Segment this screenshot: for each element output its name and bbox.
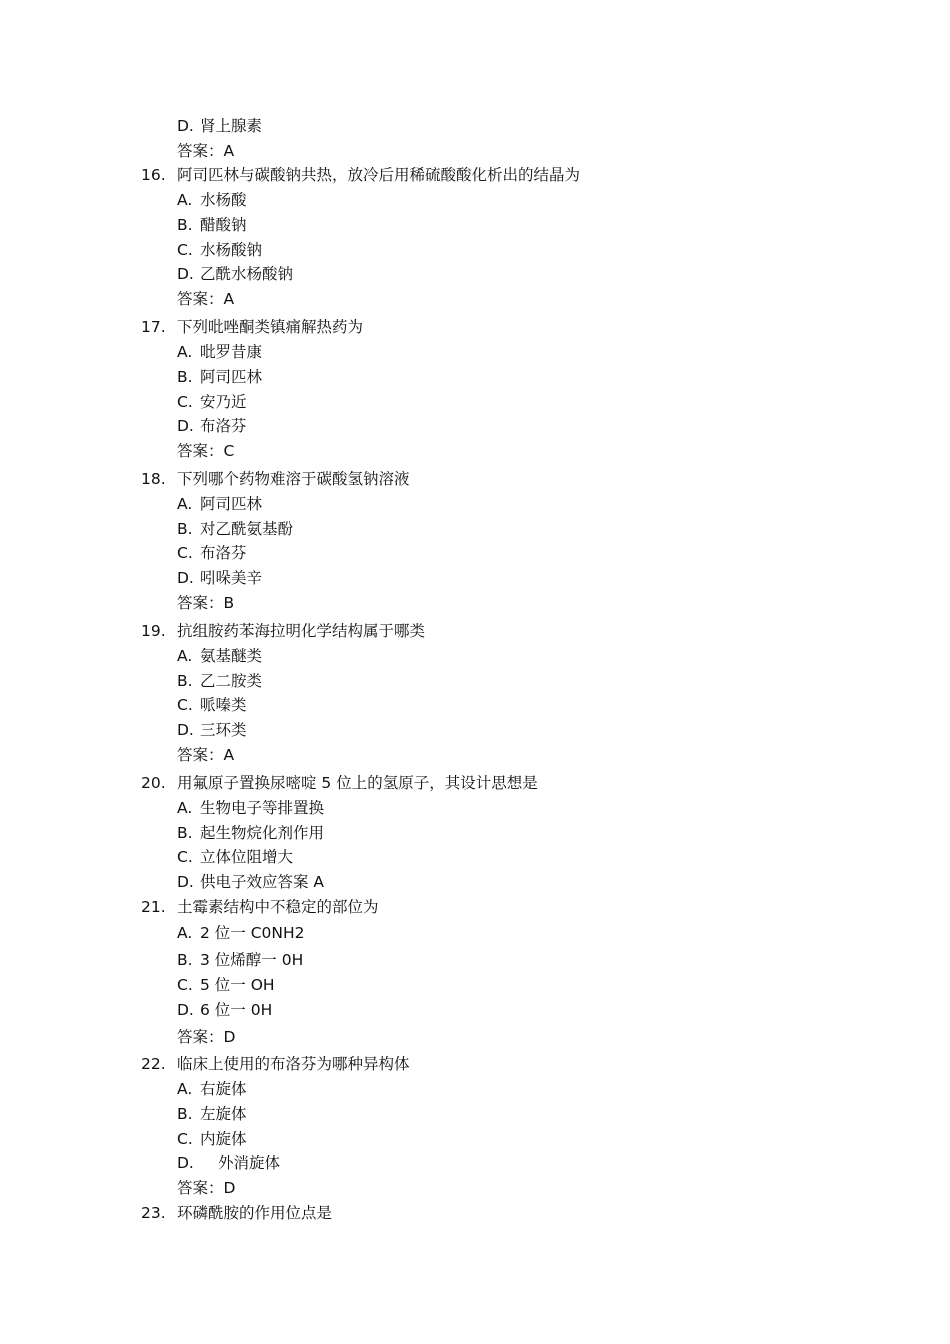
option-text: 布洛芬: [200, 417, 247, 435]
option-text: 三环类: [200, 721, 247, 739]
question-number: 23.: [141, 1204, 166, 1222]
option-text: 供电子效应答案 A: [200, 873, 325, 891]
option-label: A.: [177, 495, 193, 513]
option-text: 吡罗昔康: [200, 343, 263, 361]
option-label: C.: [177, 976, 193, 994]
option-label: A.: [177, 343, 193, 361]
option-label: C.: [177, 393, 193, 411]
option-label: D.: [177, 265, 194, 283]
option-text: 水杨酸钠: [200, 241, 263, 259]
question-text: 阿司匹林与碳酸钠共热，放冷后用稀硫酸酸化析出的结晶为: [177, 166, 581, 184]
question-text: 用氟原子置换尿嘧啶 5 位上的氢原子，其设计思想是: [177, 774, 538, 792]
option-label: D.: [177, 1001, 194, 1019]
option-label: C.: [177, 241, 193, 259]
answer-text: 答案：A: [177, 142, 235, 160]
option-label: D.: [177, 417, 194, 435]
option-text: 醋酸钠: [200, 216, 247, 234]
option-label: B.: [177, 672, 193, 690]
option-text: 肾上腺素: [200, 117, 263, 135]
option-text: 6 位一 0H: [200, 1001, 273, 1019]
option-text: 左旋体: [200, 1105, 247, 1123]
option-text: 氨基醚类: [200, 647, 263, 665]
option-label: B.: [177, 520, 193, 538]
option-label: A.: [177, 799, 193, 817]
option-text: 哌嗪类: [200, 696, 247, 714]
option-label: D.: [177, 1154, 194, 1172]
option-text: 乙二胺类: [200, 672, 263, 690]
option-text: 阿司匹林: [200, 368, 263, 386]
option-label: A.: [177, 924, 193, 942]
option-label: D.: [177, 569, 194, 587]
option-label: A.: [177, 191, 193, 209]
option-text: 吲哚美辛: [200, 569, 263, 587]
option-label: D.: [177, 721, 194, 739]
question-number: 20.: [141, 774, 166, 792]
answer-text: 答案：B: [177, 594, 235, 612]
option-text: 乙酰水杨酸钠: [200, 265, 294, 283]
option-label: C.: [177, 696, 193, 714]
option-text: 布洛芬: [200, 544, 247, 562]
option-label: B.: [177, 824, 193, 842]
option-label: B.: [177, 368, 193, 386]
option-text: 阿司匹林: [200, 495, 263, 513]
question-number: 18.: [141, 470, 166, 488]
option-label: D.: [177, 873, 194, 891]
question-number: 17.: [141, 318, 166, 336]
question-number: 16.: [141, 166, 166, 184]
question-number: 22.: [141, 1055, 166, 1073]
option-text: 右旋体: [200, 1080, 247, 1098]
option-text: 生物电子等排置换: [200, 799, 325, 817]
answer-text: 答案：D: [177, 1028, 236, 1046]
question-text: 下列哪个药物难溶于碳酸氢钠溶液: [177, 470, 410, 488]
option-text: 3 位烯醇一 0H: [200, 951, 304, 969]
option-text: 安乃近: [200, 393, 247, 411]
option-text: 内旋体: [200, 1130, 247, 1148]
option-label: B.: [177, 216, 193, 234]
option-label: A.: [177, 647, 193, 665]
question-text: 下列吡唑酮类镇痛解热药为: [177, 318, 364, 336]
option-label: C.: [177, 848, 193, 866]
option-label: B.: [177, 951, 193, 969]
option-text: 水杨酸: [200, 191, 247, 209]
answer-text: 答案：A: [177, 746, 235, 764]
option-text: 对乙酰氨基酚: [200, 520, 294, 538]
question-text: 土霉素结构中不稳定的部位为: [177, 898, 379, 916]
option-text: 2 位一 C0NH2: [200, 924, 305, 942]
answer-text: 答案：A: [177, 290, 235, 308]
option-label: C.: [177, 1130, 193, 1148]
option-text: 外消旋体: [218, 1154, 281, 1172]
option-text: 5 位一 OH: [200, 976, 275, 994]
option-text: 起生物烷化剂作用: [200, 824, 325, 842]
option-label: D.: [177, 117, 194, 135]
option-label: A.: [177, 1080, 193, 1098]
question-text: 临床上使用的布洛芬为哪种异构体: [177, 1055, 410, 1073]
question-number: 21.: [141, 898, 166, 916]
question-text: 环磷酰胺的作用位点是: [177, 1204, 333, 1222]
answer-text: 答案：D: [177, 1179, 236, 1197]
option-label: B.: [177, 1105, 193, 1123]
answer-text: 答案：C: [177, 442, 235, 460]
option-text: 立体位阻增大: [200, 848, 294, 866]
option-label: C.: [177, 544, 193, 562]
question-text: 抗组胺药苯海拉明化学结构属于哪类: [177, 622, 426, 640]
question-number: 19.: [141, 622, 166, 640]
